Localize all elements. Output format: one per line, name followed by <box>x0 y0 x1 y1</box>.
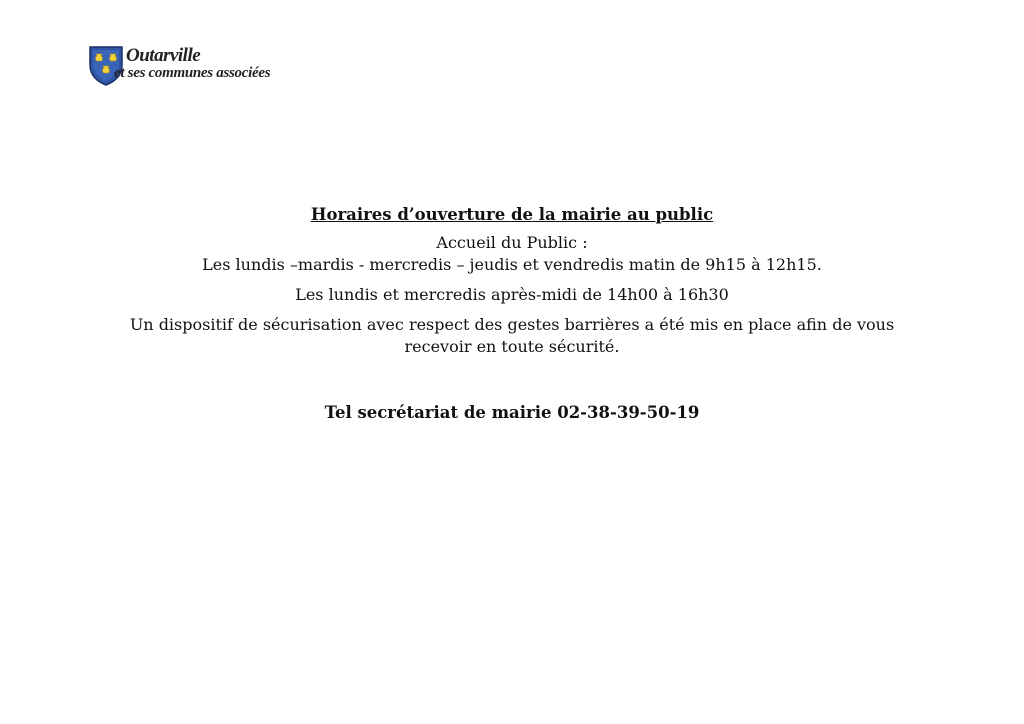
afternoon-hours: Les lundis et mercredis après-midi de 14h00 à 16h30 <box>295 285 729 304</box>
municipality-logo <box>88 45 293 89</box>
logo-title: Outarville <box>126 45 201 66</box>
reception-heading: Accueil du Public : <box>436 233 588 252</box>
safety-note: Un dispositif de sécurisation avec respect des gestes barrières a été mis en place afin de vous recevoir en toute sécurité. <box>129 315 895 356</box>
notice-body <box>0 204 1024 424</box>
morning-hours: Les lundis –mardis - mercredis – jeudis et vendredis matin de 9h15 à 12h15. <box>202 255 822 274</box>
phone-number: Tel secrétariat de mairie 02-38-39-50-19 <box>324 403 700 422</box>
logo-subtitle: et ses communes associées <box>114 65 271 81</box>
notice-title: Horaires d’ouverture de la mairie au public <box>310 205 714 224</box>
